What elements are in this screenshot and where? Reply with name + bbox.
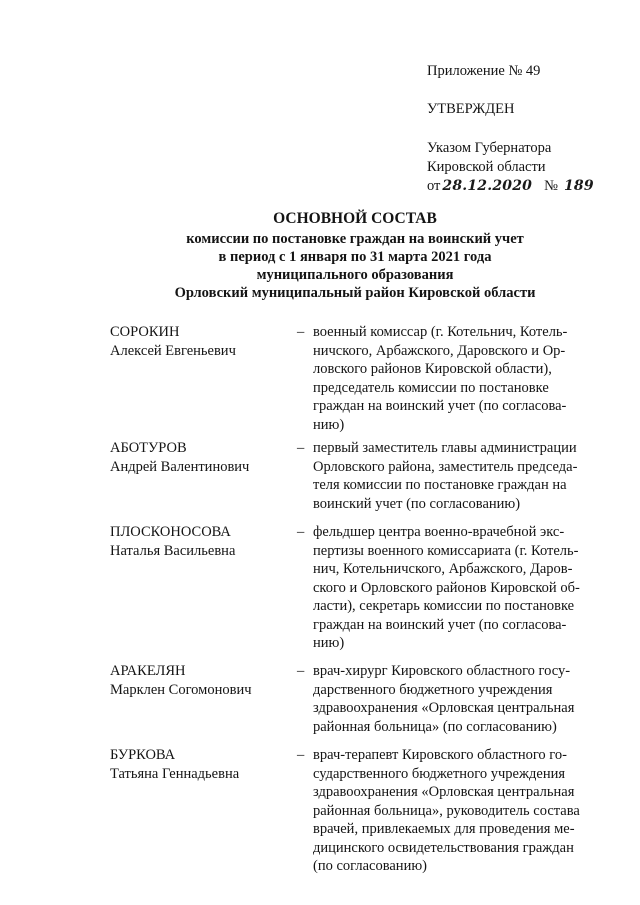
decree-date-line <box>427 177 627 196</box>
member-entry <box>110 662 596 746</box>
role-line: теля комиссии по постановке граждан на <box>313 477 567 493</box>
role-line: ничского, Арбажского, Даровского и Ор- <box>313 342 566 359</box>
role-line: нию) <box>313 635 345 651</box>
member-dash: – <box>297 747 305 763</box>
member-name <box>110 662 290 699</box>
title-main: ОСНОВНОЙ СОСТАВ <box>273 210 437 227</box>
number-label: № <box>544 178 558 194</box>
role-line: первый заместитель главы администрации <box>313 440 577 456</box>
role-line: здравоохранения «Орловская центральная <box>313 700 575 716</box>
role-line: районная больница» (по согласованию) <box>313 718 557 735</box>
role-line: граждан на воинский учет (по согласова- <box>313 398 567 414</box>
date-prefix: от <box>427 178 441 194</box>
handwritten-number: 189 <box>563 178 594 194</box>
decree-line-2: Кировской области <box>427 159 546 175</box>
role-line: сударственного бюджетного учреждения <box>313 765 566 782</box>
approval-block <box>427 62 627 196</box>
member-dash: – <box>297 440 305 456</box>
member-entry <box>110 439 596 523</box>
role-line: ласти), секретарь комиссии по постановке <box>313 598 575 614</box>
role-line: дарственного бюджетного учреждения <box>313 681 553 698</box>
role-line: районная больница», руководитель состава <box>313 802 580 819</box>
role-line: председатель комиссии по постановке <box>313 379 549 396</box>
member-entry <box>110 323 596 439</box>
title-line: комиссии по постановке граждан на воинский учет <box>186 231 524 247</box>
role-line: фельдшер центра военно-врачебной экс- <box>313 524 565 540</box>
role-line: Орловского района, заместитель председа- <box>313 458 578 475</box>
role-line: ского и Орловского районов Кировской об- <box>313 579 580 596</box>
member-given-names: Марклен Согомонович <box>110 681 252 698</box>
role-line: дицинского освидетельствования граждан <box>313 839 574 856</box>
title-line: в период с 1 января по 31 марта 2021 года <box>218 249 492 265</box>
role-line: воинский учет (по согласованию) <box>313 495 521 512</box>
member-dash: – <box>297 324 305 340</box>
member-given-names: Наталья Васильевна <box>110 542 236 559</box>
approved-label: УТВЕРЖДЕН <box>427 101 515 117</box>
appendix-number: Приложение № 49 <box>427 63 541 79</box>
member-role <box>313 746 596 876</box>
title-line: муниципального образования <box>256 267 454 283</box>
title-line: Орловский муниципальный район Кировской области <box>174 285 536 301</box>
member-name <box>110 439 290 476</box>
member-role <box>313 523 596 653</box>
role-line: пертизы военного комиссариата (г. Котель- <box>313 542 579 559</box>
member-dash: – <box>297 524 305 540</box>
role-line: ловского районов Кировской области), <box>313 361 552 377</box>
member-name <box>110 523 290 560</box>
member-surname: БУРКОВА <box>110 747 176 763</box>
member-surname: ПЛОСКОНОСОВА <box>110 524 231 540</box>
role-line: врач-терапевт Кировского областного го- <box>313 747 567 763</box>
member-role <box>313 439 596 513</box>
decree-line-1: Указом Губернатора <box>427 140 552 156</box>
member-role <box>313 323 596 434</box>
members-list <box>110 323 596 880</box>
member-surname: АБОТУРОВ <box>110 440 187 456</box>
member-dash: – <box>297 663 305 679</box>
member-role <box>313 662 596 736</box>
role-line: военный комиссар (г. Котельнич, Котель- <box>313 324 568 340</box>
handwritten-date: 28.12.2020 <box>442 178 533 194</box>
member-given-names: Алексей Евгеньевич <box>110 342 236 359</box>
role-line: нич, Котельничского, Арбажского, Даров- <box>313 561 573 577</box>
role-line: нию) <box>313 416 345 433</box>
role-line: граждан на воинский учет (по согласова- <box>313 616 567 633</box>
role-line: (по согласованию) <box>313 858 427 874</box>
role-line: здравоохранения «Орловская центральная <box>313 784 575 800</box>
member-surname: СОРОКИН <box>110 324 180 340</box>
member-entry <box>110 746 596 880</box>
document-title <box>160 210 550 302</box>
member-given-names: Андрей Валентинович <box>110 458 250 475</box>
member-name <box>110 323 290 360</box>
member-name <box>110 746 290 783</box>
role-line: врач-хирург Кировского областного госу- <box>313 663 571 679</box>
member-entry <box>110 523 596 662</box>
role-line: врачей, привлекаемых для проведения ме- <box>313 821 575 837</box>
member-given-names: Татьяна Геннадьевна <box>110 765 240 782</box>
member-surname: АРАКЕЛЯН <box>110 663 186 679</box>
